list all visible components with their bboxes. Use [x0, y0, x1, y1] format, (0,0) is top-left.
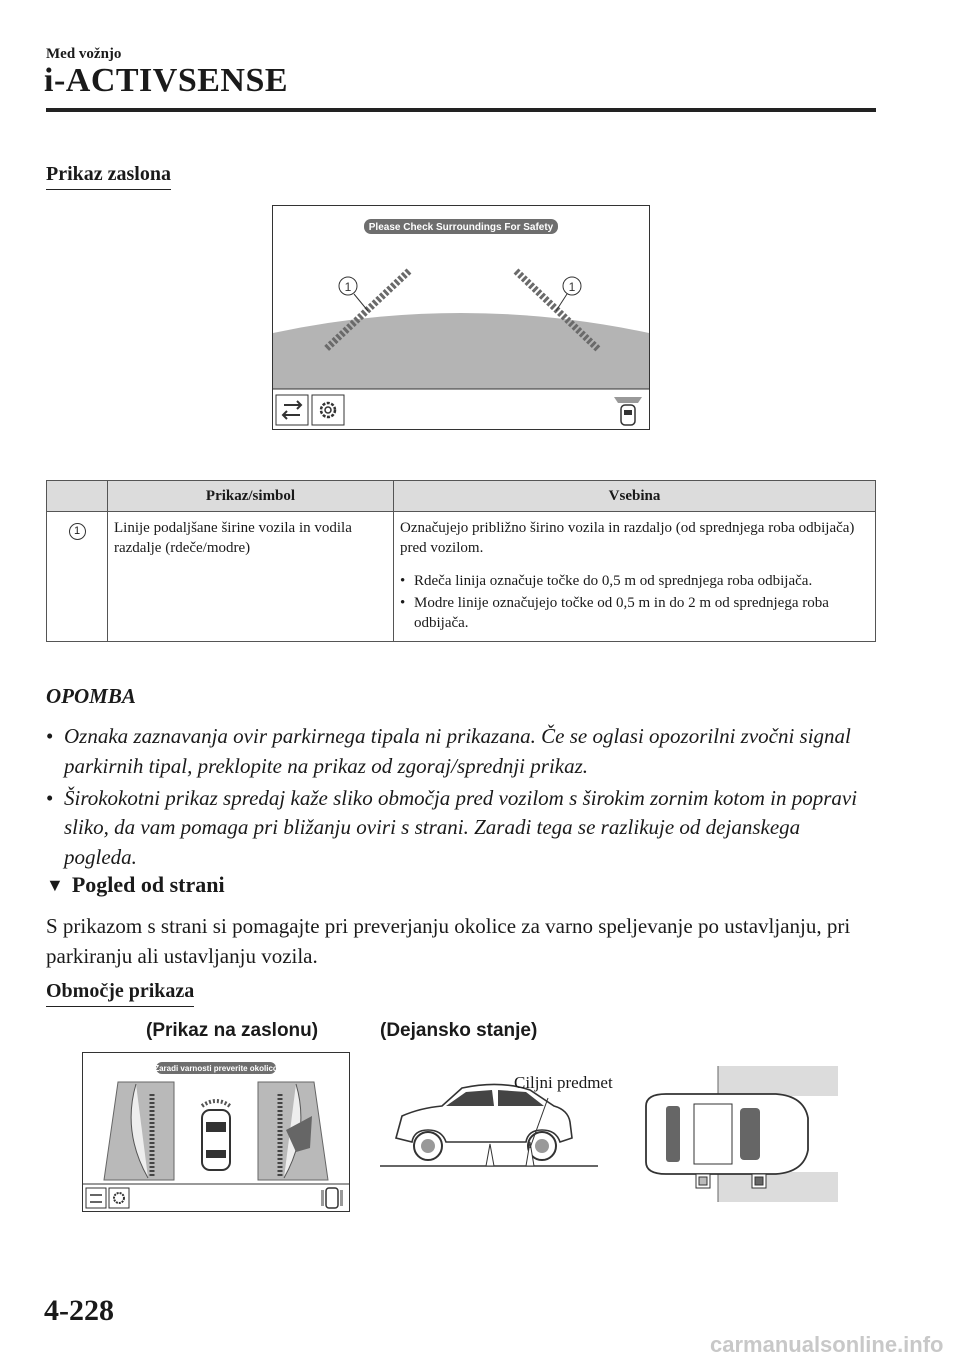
callout-number: 1: [69, 523, 86, 540]
note-title: OPOMBA: [46, 684, 136, 708]
table-cell-symbol: Linije podaljšane širine vozila in vodila razdalje (rdeče/modre): [108, 512, 394, 642]
label-screen: (Prikaz na zaslonu): [146, 1020, 319, 1041]
car-top-view: [636, 1064, 840, 1204]
callout-1-right: 1: [568, 280, 576, 294]
table-header-symbol: Prikaz/simbol: [108, 481, 394, 512]
safety-banner: Please Check Surroundings For Safety: [368, 222, 554, 233]
header-rule: [46, 108, 876, 112]
target-object-label: Ciljni predmet: [514, 1073, 613, 1092]
content-text: Označujejo približno širino vozila in razdaljo (od sprednjega roba odbijača) pred vozilom.: [400, 520, 855, 557]
label-actual: (Dejansko stanje): [380, 1020, 538, 1041]
settings-gear-icon[interactable]: [312, 395, 344, 425]
bullet-text: Rdeča linija označuje točke do 0,5 m od sprednjega roba odbijača.: [414, 572, 813, 589]
side-view-screen-figure: [82, 1052, 350, 1212]
side-view-paragraph: S prikazom s strani si pomagajte pri preverjanju okolice za varno speljevanje po ustavljanju, pri parkiranju ali ustavljanju vozila.: [46, 914, 851, 968]
note-item: • Širokokotni prikaz spredaj kaže sliko območja pred vozilom s širokim zornim kotom in popravi sliko, da vam pomaga pri bližanju oviri s strani. Zaradi tega se razlikuje od dejanskega pogleda.: [46, 784, 876, 873]
side-camera-screen: [82, 1052, 350, 1212]
callout-1-left: 1: [344, 280, 352, 294]
info-table: [46, 480, 876, 642]
chapter-title: i-ACTIVSENSE: [44, 62, 289, 99]
side-camera-switch-icon[interactable]: [86, 1188, 106, 1208]
display-area-heading: Območje prikaza: [46, 980, 194, 1007]
note-text: Oznaka zaznavanja ovir parkirnega tipala ni prikazana. Če se oglasi opozorilni zvočni signal parkirnih tipal, preklopite na prikaz od zgoraj/sprednji prikaz.: [64, 724, 851, 778]
content-bullet: • Modre linije označujejo točke od 0,5 m in do 2 m od sprednjega roba odbijača.: [400, 593, 869, 636]
table-row: [47, 512, 876, 642]
table-header-row: [47, 481, 876, 512]
table-header-empty: [47, 481, 108, 512]
front-camera-screen: [272, 205, 650, 430]
note-text: Širokokotni prikaz spredaj kaže sliko območja pred vozilom s širokim zornim kotom in popravi sliko, da vam pomaga pri bližanju oviri s strani. Zaradi tega se razlikuje od dejanskega pogleda.: [64, 785, 858, 870]
footer-watermark: carmanualsonline.info: [710, 1332, 944, 1357]
note-item: • Oznaka zaznavanja ovir parkirnega tipala ni prikazana. Če se oglasi opozorilni zvočni signal parkirnih tipal, preklopite na prikaz od zgoraj/sprednji prikaz.: [46, 722, 876, 782]
screen-display-figure: [272, 205, 650, 430]
table-header-content: Vsebina: [394, 481, 876, 512]
section-label: Med vožnjo: [46, 46, 122, 62]
bullet-text: Modre linije označujejo točke od 0,5 m in do 2 m od sprednjega roba odbijača.: [414, 594, 829, 631]
table-row-number: [47, 512, 108, 642]
side-view-heading-text: Pogled od strani: [71, 872, 225, 897]
screen-display-heading: Prikaz zaslona: [46, 163, 171, 190]
side-settings-gear-icon[interactable]: [109, 1188, 129, 1208]
side-safety-banner: Zaradi varnosti preverite okolico: [154, 1064, 278, 1073]
triangle-down-icon: ▼: [46, 874, 64, 895]
page-number: 4-228: [44, 1294, 114, 1327]
content-bullet: • Rdeča linija označuje točke do 0,5 m od sprednjega roba odbijača.: [400, 571, 869, 591]
table-cell-content: [394, 512, 876, 642]
actual-top-figure: [636, 1064, 840, 1204]
note-list: [46, 722, 876, 873]
camera-switch-icon[interactable]: [276, 395, 308, 425]
side-view-heading: [46, 872, 225, 898]
